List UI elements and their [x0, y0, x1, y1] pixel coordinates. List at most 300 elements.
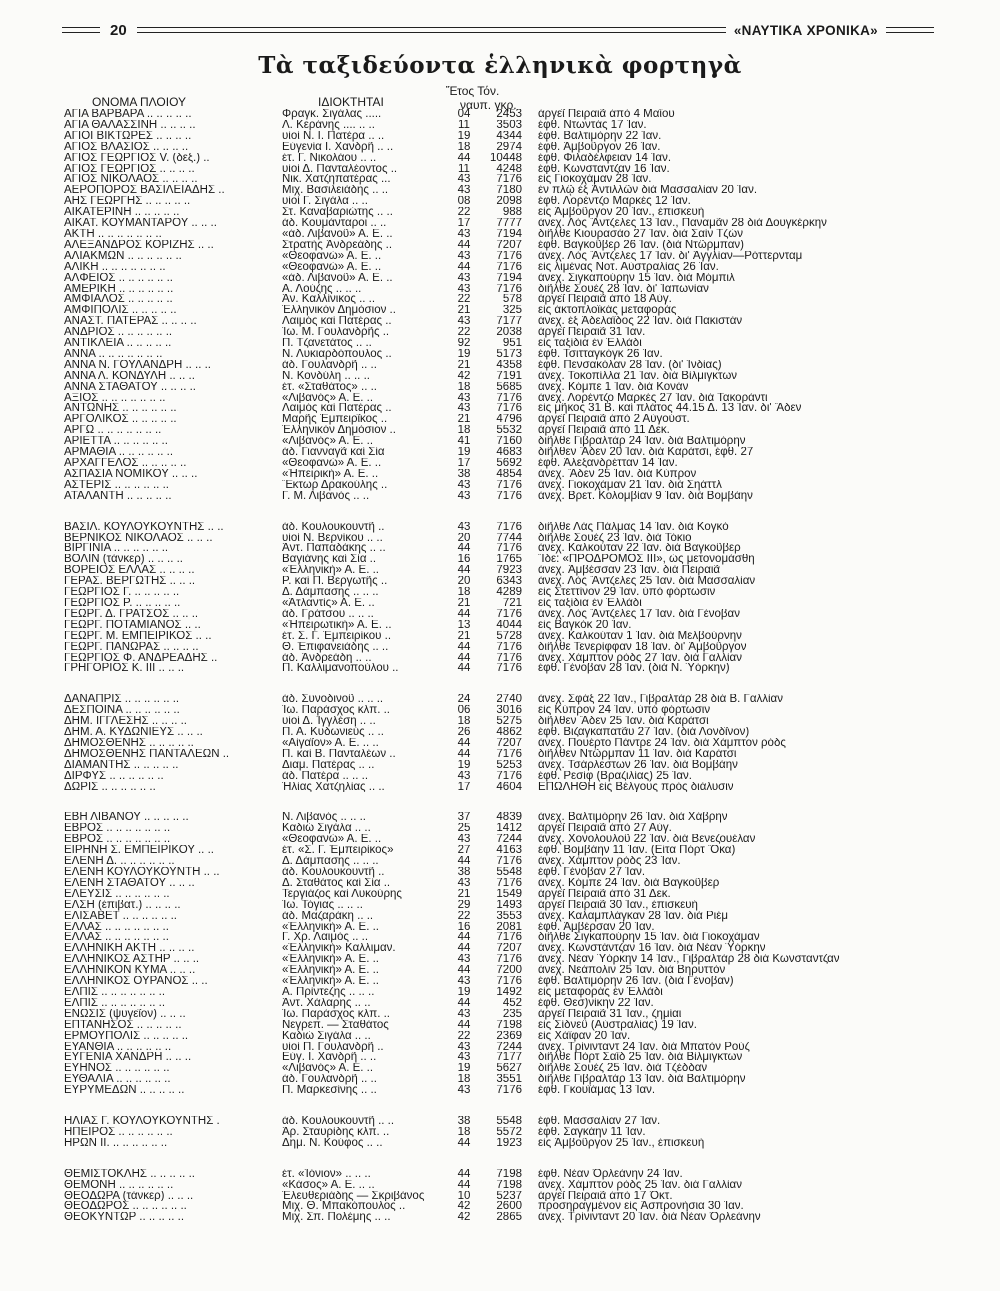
group-separator: [60, 1096, 940, 1116]
owner: Ν. Κονδύλη .. .. ..: [282, 370, 370, 382]
gross-tonnage: 3551: [496, 1074, 522, 1086]
gross-tonnage: 7176: [496, 748, 522, 760]
table-row: [60, 716, 940, 727]
table-row: [60, 196, 940, 207]
gross-tonnage: 721: [502, 597, 522, 609]
table-row: [60, 812, 940, 823]
gross-tonnage: 7176: [496, 403, 522, 415]
table-row: [60, 1063, 940, 1074]
ship-name: ΕΒΡΟΣ .. .. .. .. .. .. ..: [64, 834, 171, 846]
table-row: [60, 554, 940, 565]
gross-tonnage: 7198: [496, 1168, 522, 1180]
ship-name: ΗΠΕΙΡΟΣ .. .. .. .. .. ..: [64, 1126, 173, 1138]
owner: Γ. Χρ. Λαιμός .. ..: [282, 932, 369, 944]
owner: «Αἰγαῖον» Α. Ε. .. ..: [282, 737, 379, 749]
table-row: [60, 316, 940, 327]
group-separator: [60, 1149, 940, 1169]
gross-tonnage: 1412: [496, 823, 522, 835]
ship-name: ΑΛΦΕΙΟΣ .. .. .. .. .. ..: [64, 272, 173, 284]
year-built: 18: [457, 381, 471, 393]
gross-tonnage: 7176: [496, 261, 522, 273]
gross-tonnage: 7177: [496, 316, 522, 328]
table-row: [60, 338, 940, 349]
year-built: 43: [457, 1008, 471, 1020]
status-note: ἀνεχ. Καλκούταν 1 Ἰαν. διὰ Μελβούρνην: [538, 630, 742, 642]
ship-name: ΓΕΩΡΓ. ΠΟΤΑΜΙΑΝΟΣ .. ..: [64, 619, 201, 631]
table-row: [60, 284, 940, 295]
status-note: διῆλθε Κιουρασάο 27 Ἰαν. διὰ Σαὶν Τζὼν: [538, 228, 744, 240]
status-note: εἰς Ἀμβοῦργον 25 Ἰαν., ἐπισκευὴ: [538, 1137, 705, 1149]
owner: Ἕκτωρ Δρακούλης ..: [282, 479, 388, 491]
status-note: ἀνεχ. Ἀμβέσσαν 23 Ἰαν. διὰ Πειραιᾶ: [538, 565, 721, 577]
gross-tonnage: 7176: [496, 641, 522, 653]
status-note: ἀργεῖ Πειραιᾶ ἀπὸ 4 Μαΐου: [538, 109, 675, 120]
year-built: 18: [457, 1074, 471, 1086]
status-note: ἀνεχ. Λὸς Ἄντζελες 13 Ἰαν., Παναμᾶν 28 διὰ Δουγκέρκην: [538, 218, 827, 229]
owner: Ἡλίας Χατζηλίας .. ..: [282, 781, 385, 793]
status-note: ἀνεχ. Τσάρλεστων 26 Ἰαν. διὰ Βομβάην: [538, 759, 738, 771]
table-row: [60, 371, 940, 382]
gross-tonnage: 5685: [496, 381, 522, 393]
ship-name: ΑΝΔΡΙΟΣ .. .. .. .. .. ..: [64, 327, 173, 339]
status-note: ἀνεχ. Τοκοπίλλα 21 Ἰαν. διὰ Βίλμιγκτων: [538, 370, 738, 382]
ship-name: ΒΕΡΝΙΚΟΣ ΝΙΚΟΛΑΟΣ .. .. ..: [64, 532, 213, 544]
gross-tonnage: 7176: [496, 392, 522, 404]
gross-tonnage: 7176: [496, 1085, 522, 1097]
table-row: [60, 120, 940, 131]
owner: υἱοὶ Π. Γουλανδρῆ ..: [282, 1041, 384, 1053]
gross-tonnage: 5692: [496, 458, 522, 469]
table-row: [60, 954, 940, 965]
owner: «Θεοφανώ» Α. Ε. ..: [282, 250, 382, 262]
ship-name: ΒΟΡΕΙΟΣ ΕΛΛΑΣ .. .. .. ..: [64, 565, 195, 577]
year-built: 18: [457, 587, 471, 598]
status-note: ἐφθ. Ρεσίφ (Βραζιλίας) 25 Ἰαν.: [538, 770, 692, 782]
gross-tonnage: 2098: [496, 196, 522, 208]
gross-tonnage: 4854: [496, 468, 522, 480]
gross-tonnage: 2453: [496, 109, 522, 120]
gross-tonnage: 6343: [496, 576, 522, 588]
year-built: 92: [457, 338, 471, 349]
year-built: 17: [457, 218, 471, 229]
status-note: ἐφθ. Τσιτταγκὸγκ 26 Ἰαν.: [538, 348, 663, 360]
ship-name: ΔΗΜΟΣΘΕΝΗΣ .. .. .. .. ..: [64, 737, 194, 749]
year-built: 43: [457, 403, 471, 415]
status-note: ἀνεχ. Λὸς Ἄντζελες 25 Ἰαν. διὰ Μασσαλίαν: [538, 576, 756, 588]
ship-name: ΕΠΤΑΝΗΣΟΣ .. .. .. .. ..: [64, 1019, 182, 1031]
owner: Λαιμὸς καὶ Πατέρας ..: [282, 403, 392, 415]
ship-name: ΘΕΟΔΩΡΟΣ .. .. .. .. .. ..: [64, 1201, 187, 1213]
owner: ἐτ. Σ. Γ. Ἐμπειρίκου ..: [282, 630, 392, 642]
owner: Μιχ. Σπ. Πολέμης .. ..: [282, 1212, 391, 1224]
year-built: 44: [457, 652, 471, 664]
gross-tonnage: 7194: [496, 272, 522, 284]
gross-tonnage: 4604: [496, 781, 522, 793]
table-row: [60, 142, 940, 153]
ship-name: ΑΝΝΑ ΣΤΑΘΑΤΟΥ .. .. .. ..: [64, 381, 196, 393]
year-built: 10: [457, 1190, 471, 1202]
ship-name: ΓΕΩΡΓ. Μ. ΕΜΠΕΙΡΙΚΟΣ .. ..: [64, 630, 212, 642]
status-note: ἀνεχ. Λὸς Ἄντζελες 17 Ἰαν. διὰ Γένοβαν: [538, 608, 740, 620]
year-built: 42: [457, 370, 471, 382]
ship-name: ΔΗΜ. ΙΓΓΛΕΣΗΣ .. .. .. ..: [64, 716, 187, 728]
table-row: [60, 294, 940, 305]
table-row: [60, 705, 940, 716]
table-row: [60, 911, 940, 922]
owner: Καδιὼ Σιγάλα .. ..: [282, 1030, 371, 1042]
gross-tonnage: 5548: [496, 1116, 522, 1127]
table-row: [60, 447, 940, 458]
year-built: 19: [457, 447, 471, 458]
gross-tonnage: 1493: [496, 899, 522, 911]
status-note: ἀνεχ. Χάμπτον ρόδς 23 Ἰαν.: [538, 856, 681, 867]
column-header-name: ΟΝΟΜΑ ΠΛΟΙΟΥ: [92, 95, 187, 109]
ship-name: ΑΓΙΟΣ ΓΕΩΡΓΙΟΣ .. .. .. ..: [64, 163, 195, 175]
status-note: διῆλθε Σιγκαπούρην 15 Ἰαν. διὰ Γιοκοχάμαν: [538, 932, 760, 944]
gross-tonnage: 10448: [490, 152, 522, 164]
gross-tonnage: 7200: [496, 965, 522, 977]
owner: «Λιβανός» Α. Ε. ..: [282, 436, 374, 448]
gross-tonnage: 7176: [496, 976, 522, 987]
owner: Π. Μαρκεσίνης .. ..: [282, 1085, 377, 1097]
table-row: [60, 360, 940, 371]
year-built: 08: [457, 196, 471, 208]
table-row: [60, 414, 940, 425]
year-built: 44: [457, 965, 471, 977]
gross-tonnage: 3016: [496, 705, 522, 717]
status-note: ἐφθ. Φιλαδέλφειαν 14 Ἰαν.: [538, 152, 672, 164]
ship-name: ΕΥΓΕΝΙΑ ΧΑΝΔΡΗ .. .. ..: [64, 1052, 192, 1064]
year-built: 13: [457, 619, 471, 631]
table-row: [60, 425, 940, 436]
table-row: [60, 153, 940, 164]
ship-name: ΑΗΣ ΓΕΩΡΓΗΣ .. .. .. .. ..: [64, 196, 191, 208]
owner: Στρατὴς Ἀνδρεάδης ..: [282, 239, 393, 251]
status-note: εἰς Ἀμβοῦργον 20 Ἰαν., ἐπισκευὴ: [538, 207, 705, 219]
year-built: 18: [457, 1126, 471, 1138]
status-note: ἀνεχ. Λὸς Ἄντζελες 17 Ἰαν. δι' Ἀγγλίαν—Ρόττερνταμ: [538, 250, 803, 262]
status-note: ἀργεῖ Πειραιᾶ 31 Ἰαν.: [538, 327, 646, 339]
year-built: 42: [457, 1212, 471, 1224]
table-row: [60, 480, 940, 491]
gross-tonnage: 7176: [496, 663, 522, 675]
year-built: 44: [457, 608, 471, 620]
owner: ἀδ. Κουλουκουντῆ ..: [282, 521, 385, 533]
gross-tonnage: 7198: [496, 1179, 522, 1191]
owner: «Θεοφανώ» Α. Ε. ..: [282, 261, 382, 273]
header-rule-left: [62, 27, 100, 33]
owner: υἱοὶ Δ. Ἰγγλέση .. ..: [282, 716, 376, 728]
year-built: 44: [457, 1137, 471, 1149]
owner: ἀδ. Γουλανδρῆ .. ..: [282, 1074, 377, 1086]
gross-tonnage: 5173: [496, 348, 522, 360]
status-note: εἰς ἀκτοπλοϊκὰς μεταφορὰς: [538, 305, 677, 317]
ship-name: ΕΒΡΟΣ .. .. .. .. .. .. ..: [64, 823, 171, 835]
year-built: 43: [457, 250, 471, 262]
year-built: 44: [457, 997, 471, 1009]
year-built: 17: [457, 781, 471, 793]
status-note: ἀνεχ. Νεάπολιν 25 Ἰαν. διὰ Βηρυττὸν: [538, 965, 726, 977]
table-row: [60, 543, 940, 554]
year-built: 21: [457, 888, 471, 900]
year-built: 44: [457, 1168, 471, 1180]
ship-name: ΑΡΜΑΘΙΑ .. .. .. .. .. ..: [64, 447, 174, 458]
status-note: ἀνεχ. Χονολουλοῦ 22 Ἰαν. διὰ Βενεζουέλαν: [538, 834, 756, 846]
year-built: 43: [457, 174, 471, 186]
owner: Νεγρεπ. — Σταθάτος: [282, 1019, 389, 1031]
owner: υἱοὶ Γ. Σιγάλα .. ..: [282, 196, 368, 208]
gross-tonnage: 4044: [496, 619, 522, 631]
gross-tonnage: 1549: [496, 888, 522, 900]
year-built: 43: [457, 521, 471, 533]
year-built: 43: [457, 479, 471, 491]
year-built: 44: [457, 543, 471, 555]
owner: «Ἑλληνική» Α. Ε. ..: [282, 921, 380, 933]
table-row: [60, 856, 940, 867]
status-note: προσηραγμένον εἰς Ἀσπρονήσια 30 Ἰαν.: [538, 1201, 744, 1213]
gross-tonnage: 4862: [496, 727, 522, 738]
gross-tonnage: 7176: [496, 770, 522, 782]
gross-tonnage: 7176: [496, 490, 522, 502]
year-built: 11: [458, 119, 470, 131]
status-note: ἀνεχ. Βαλτιμόρην 26 Ἰαν. διὰ Χάβρην: [538, 812, 728, 824]
owner: «Ἑλληνική» Καλλιμαν.: [282, 943, 396, 955]
table-row: [60, 1074, 940, 1085]
status-note: ἀνεχ. Τρίνινταντ 20 Ἰαν. διὰ Νέαν Ὀρλεάνην: [538, 1212, 761, 1224]
table-row: [60, 1191, 940, 1202]
status-note: ἀργεῖ Πειραιᾶ ἀπὸ 11 Δεκ.: [538, 425, 670, 437]
ship-name: ΕΒΗ ΛΙΒΑΝΟΥ .. .. .. .. ..: [64, 812, 189, 824]
gross-tonnage: 5627: [496, 1063, 522, 1075]
owner: «Θεοφανώ» Α. Ε. ..: [282, 834, 382, 846]
owner: Γ. Μ. Λιβανός .. ..: [282, 490, 370, 502]
owner: Ἀρ. Σταυρίδης κλπ. ..: [282, 1126, 390, 1138]
group-separator: [60, 674, 940, 694]
ship-name: ΑΓΙΟΣ ΝΙΚΟΛΑΟΣ .. .. .. ..: [64, 174, 198, 186]
ship-name: ΕΛΛΗΝΙΚΗ ΑΚΤΗ .. .. .. ..: [64, 943, 195, 955]
owner: «Ἀτλαντίς» Α. Ε. ..: [282, 597, 375, 609]
gross-tonnage: 7191: [496, 370, 522, 382]
gross-tonnage: 951: [502, 338, 522, 349]
year-built: 38: [457, 1116, 471, 1127]
gross-tonnage: 5275: [496, 716, 522, 728]
owner: Ἀν. Καλλίνικος .. ..: [282, 294, 376, 306]
owner: Ἑλληνικὸν Δημόσιον ..: [282, 425, 396, 437]
year-built: 43: [457, 877, 471, 889]
owner: Ἰω. Τόγιας .. .. ..: [282, 899, 363, 911]
status-note: ἀνεχ. Κόμπε 1 Ἰαν. διὰ Κονάν: [538, 381, 689, 393]
year-built: 19: [457, 759, 471, 771]
ship-name: ΘΕΟΔΩΡΑ (τάνκερ) .. .. ..: [64, 1190, 194, 1202]
owner: «Ἑλληνική» Α. Ε. ..: [282, 976, 380, 987]
status-note: εἰς Στεττίνον 29 Ἰαν. ὑπὸ φόρτωσιν: [538, 587, 716, 598]
gross-tonnage: 2369: [496, 1030, 522, 1042]
ship-name: ΒΟΛΙΝ (τάνκερ) .. .. .. ..: [64, 554, 183, 566]
status-note: ἐφθ. Θεσ)νίκην 22 Ἰαν.: [538, 997, 654, 1009]
year-built: 24: [457, 694, 471, 706]
owner: Μιχ. Βασιλειάδης .. ..: [282, 185, 389, 197]
status-note: εἰς Κύπρον 24 Ἰαν. ὑπὸ φόρτωσιν: [538, 705, 711, 717]
ship-name: ΑΚΤΗ .. .. .. .. .. .. ..: [64, 228, 162, 240]
ship-name: ΔΩΡΙΣ .. .. .. .. .. ..: [64, 781, 156, 793]
owner: «ἀδ. Λιβανοῦ» Α. Ε. ..: [282, 228, 393, 240]
table-row: [60, 620, 940, 631]
year-built: 44: [457, 943, 471, 955]
year-built: 44: [457, 565, 471, 577]
year-built: 38: [457, 867, 471, 878]
status-note: εἰς Βαγκὸκ 20 Ἰαν.: [538, 619, 632, 631]
year-built: 22: [457, 910, 471, 922]
owner: Δ. Σταθάτος καὶ Σία ..: [282, 877, 391, 889]
year-built: 44: [457, 261, 471, 273]
year-built: 43: [457, 316, 471, 328]
table-row: [60, 393, 940, 404]
status-note: ἐφθ. Πενσακόλαν 28 Ἰαν. (δι' Ἰνδίας): [538, 359, 722, 371]
ship-name: ΕΛΕΝΗ ΣΤΑΘΑΤΟΥ .. .. ..: [64, 877, 195, 889]
table-row: [60, 782, 940, 793]
ship-name: ΕΥΘΑΛΙΑ .. .. .. .. .. ..: [64, 1074, 171, 1086]
year-built: 06: [457, 705, 471, 717]
status-note: ἐφθ. Βαλτιμόρην 22 Ἰαν.: [538, 130, 662, 142]
year-built: 43: [457, 272, 471, 284]
table-row: [60, 1116, 940, 1127]
status-note: διῆλθεν Ἄδεν 25 Ἰαν. διὰ Καράτσι: [538, 716, 709, 728]
gross-tonnage: 7207: [496, 239, 522, 251]
ship-name: ΔΗΜΟΣΘΕΝΗΣ ΠΑΝΤΑΛΕΩΝ ..: [64, 748, 230, 760]
table-row: [60, 1138, 940, 1149]
header-rule-middle: [137, 27, 726, 33]
year-built: 16: [457, 554, 471, 566]
owner: ἐτ. «Ἰόνιον» .. .. ..: [282, 1168, 371, 1180]
year-built: 04: [457, 109, 471, 120]
ship-name: ΑΜΦΙΑΛΟΣ .. .. .. .. ..: [64, 294, 173, 306]
gross-tonnage: 7177: [496, 1052, 522, 1064]
owner: «Κάσος» Α. Ε. .. ..: [282, 1179, 375, 1191]
ship-name: ΑΣΠΑΣΙΑ ΝΟΜΙΚΟΥ .. .. ..: [64, 468, 198, 480]
ship-name: ΓΡΗΓΟΡΙΟΣ Κ. ΙΙΙ .. .. ..: [64, 663, 185, 675]
ship-name: ΑΤΑΛΑΝΤΗ .. .. .. .. ..: [64, 490, 172, 502]
year-built: 19: [457, 1063, 471, 1075]
owner: Μαρῆς Ἐμπειρῖκος ..: [282, 414, 388, 426]
year-built: 27: [457, 845, 471, 857]
gross-tonnage: 7207: [496, 737, 522, 749]
owner: ἀδ. Ἀνδρεάδη .. ..: [282, 652, 372, 664]
gross-tonnage: 7198: [496, 1019, 522, 1031]
status-note: διῆλθεν Ἄδεν 20 Ἰαν. διὰ Καράτσι, ἐφθ. 27: [538, 447, 754, 458]
ship-name: ΕΥΡΥΜΕΔΩΝ .. .. .. .. ..: [64, 1085, 185, 1097]
table-row: [60, 469, 940, 480]
owner: Ἰω. Παράσχος κλπ. ..: [282, 705, 391, 717]
year-built: 16: [457, 921, 471, 933]
owner: «Ἑλληνική» Α. Ε. ..: [282, 954, 380, 966]
gross-tonnage: 5253: [496, 759, 522, 771]
year-built: 20: [457, 532, 471, 544]
header-rule-right: [886, 27, 934, 33]
gross-tonnage: 988: [502, 207, 522, 219]
year-built: 43: [457, 834, 471, 846]
table-row: [60, 653, 940, 664]
status-note: διῆλθεν Ντῶρμπαν 11 Ἰαν. διὰ Καράτσι: [538, 748, 737, 760]
table-row: [60, 738, 940, 749]
ship-name: ΘΕΜΟΝΗ .. .. .. .. .. ..: [64, 1179, 174, 1191]
ship-name: ΕΛΠΙΣ .. .. .. .. .. .. ..: [64, 997, 166, 1009]
status-note: ἀργεῖ Πειραιᾶ 31 Ἰαν., ζημίαι: [538, 1008, 682, 1020]
status-note: ἐφθ. Κωνσταντζαν 16 Ἰαν.: [538, 163, 670, 175]
table-row: [60, 1169, 940, 1180]
year-built: 41: [457, 436, 471, 448]
table-row: [60, 1201, 940, 1212]
year-built: 21: [457, 359, 471, 371]
gross-tonnage: 2081: [496, 921, 522, 933]
owner: ἀδ. Γιανναγᾶ καὶ Σία: [282, 447, 385, 458]
status-note: ἐφθ. Ἀλεξανδρέτταν 14 Ἰαν.: [538, 458, 678, 469]
owner: Π. Α. Κυδωνιεὺς .. ..: [282, 727, 384, 738]
table-row: [60, 922, 940, 933]
status-note: ἐφθ. Μασσαλίαν 27 Ἰαν.: [538, 1116, 661, 1127]
year-built: 21: [457, 414, 471, 426]
gross-tonnage: 5548: [496, 867, 522, 878]
year-built: 22: [457, 327, 471, 339]
ship-name: ΓΕΩΡΓΙΟΣ Γ. .. .. .. .. ..: [64, 587, 180, 598]
owner: Δημ. Ν. Κούφος .. ..: [282, 1137, 383, 1149]
year-built: 44: [457, 737, 471, 749]
table-row: [60, 878, 940, 889]
ship-name: ΑΡΙΕΤΤΑ .. .. .. .. .. ..: [64, 436, 168, 448]
table-row: [60, 609, 940, 620]
owner: Εὐγενία Ι. Χανδρῆ .. ..: [282, 141, 394, 153]
owner: «Ἑλληνική» Α. Ε. ..: [282, 565, 380, 577]
year-built: 43: [457, 228, 471, 240]
owner: ἀδ. Μαζαράκη .. ..: [282, 910, 374, 922]
ship-name: ΔΕΣΠΟΙΝΑ .. .. .. .. .. ..: [64, 705, 180, 717]
owner: ἀδ. Συνοδινοῦ .. .. ..: [282, 694, 384, 706]
year-built: 42: [457, 1201, 471, 1213]
table-row: [60, 1042, 940, 1053]
ship-name: ΑΓΙΑ ΘΑΛΑΣΣΙΝΗ .. .. .. ..: [64, 119, 196, 131]
owner: ἐτ. «Σ. Γ. Ἐμπειρίκος»: [282, 845, 394, 857]
status-note: ἐφθ. Ἀμβέρσαν 20 Ἰαν.: [538, 921, 655, 933]
owner: Ν. Λυκιαρδόπουλος ..: [282, 348, 392, 360]
ship-name: ΕΛΛΑΣ .. .. .. .. .. .. ..: [64, 921, 169, 933]
table-row: [60, 565, 940, 576]
owner: Νικ. Χατζηπατέρας ...: [282, 174, 391, 186]
table-row: [60, 587, 940, 598]
table-row: [60, 240, 940, 251]
ship-name: ΒΑΣΙΛ. ΚΟΥΛΟΥΚΟΥΝΤΗΣ .. ..: [64, 521, 224, 533]
year-built: 44: [457, 239, 471, 251]
gross-tonnage: 5572: [496, 1126, 522, 1138]
ship-name: ΕΡΜΟΥΠΟΛΙΣ .. .. .. .. ..: [64, 1030, 189, 1042]
year-built: 43: [457, 1052, 471, 1064]
status-note: ἐφθ. Νέαν Ὀρλεάνην 24 Ἰαν.: [538, 1168, 683, 1180]
gross-tonnage: 4248: [496, 163, 522, 175]
status-note: ἀνεχ. Χάμπτον ρόδς 25 Ἰαν. διὰ Γαλλίαν: [538, 1179, 742, 1191]
owner: ἀδ. Γουλανδρῆ .. ..: [282, 359, 377, 371]
ship-name: ΑΡΓΩ .. .. .. .. .. .. ..: [64, 425, 162, 437]
table-row: [60, 932, 940, 943]
table-row: [60, 727, 940, 738]
table-row: [60, 642, 940, 653]
ship-name: ΕΙΡΗΝΗ Σ. ΕΜΠΕΙΡΙΚΟΥ .. ..: [64, 845, 214, 857]
gross-tonnage: 7176: [496, 543, 522, 555]
year-built: 43: [457, 392, 471, 404]
owner: Εὐγ. Ι. Χανδρῆ .. ..: [282, 1052, 377, 1064]
ship-name: ΑΕΡΟΠΟΡΟΣ ΒΑΣΙΛΕΙΑΔΗΣ ..: [64, 185, 225, 197]
year-built: 22: [457, 207, 471, 219]
status-note: ἀνεχ. Νέαν Ὑόρκην 14 Ἰαν., Γιβραλτὰρ 28 διὰ Κωνσταντζαν: [538, 954, 840, 966]
gross-tonnage: 1492: [496, 986, 522, 998]
ship-name: ΑΝΝΑ .. .. .. .. .. .. ..: [64, 348, 163, 360]
